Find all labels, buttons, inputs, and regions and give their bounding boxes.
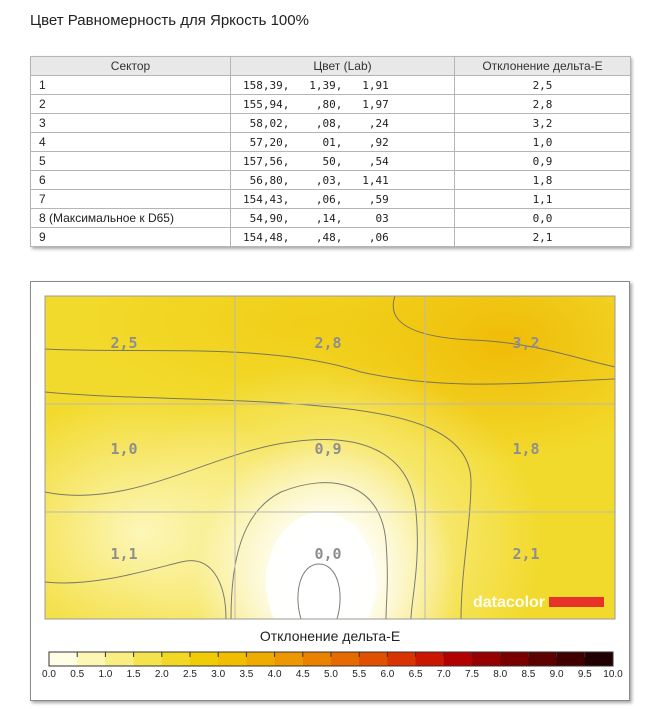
table-header-row <box>31 57 631 76</box>
sector-cell: 4 <box>31 133 231 152</box>
colorbar-segment <box>218 652 247 666</box>
colorbar-segment <box>444 652 473 666</box>
watermark-text: datacolor <box>473 594 546 611</box>
colorbar-tick-label: 1.5 <box>126 669 141 680</box>
sector-cell: 2 <box>31 95 231 114</box>
colorbar-segment <box>134 652 163 666</box>
colorbar-segment <box>331 652 360 666</box>
table-row <box>31 228 631 247</box>
delta-e-cell: 1,8 <box>455 171 631 190</box>
cell-value-label: 0,9 <box>314 440 342 458</box>
delta-e-cell: 0,0 <box>455 209 631 228</box>
colorbar-segment <box>246 652 275 666</box>
colorbar-segment <box>416 652 445 666</box>
sector-cell: 7 <box>31 190 231 209</box>
colorbar-tick-label: 3.5 <box>239 669 254 680</box>
table-row <box>31 133 631 152</box>
lab-cell: 57,20, 01, ,92 <box>231 133 455 152</box>
colorbar-tick-label: 4.5 <box>295 669 310 680</box>
colorbar-tick-label: 2.0 <box>154 669 169 680</box>
lab-cell: 58,02, ,08, ,24 <box>231 114 455 133</box>
cell-value-label: 2,8 <box>314 334 342 352</box>
colorbar-tick-label: 6.0 <box>380 669 395 680</box>
table-row <box>31 95 631 114</box>
sector-cell: 6 <box>31 171 231 190</box>
lab-cell: 154,43, ,06, ,59 <box>231 190 455 209</box>
colorbar-segment <box>585 652 614 666</box>
lab-cell: 154,48, ,48, ,06 <box>231 228 455 247</box>
colorbar-segment <box>49 652 78 666</box>
delta-e-cell: 0,9 <box>455 152 631 171</box>
cell-value-label: 2,1 <box>512 545 540 563</box>
colorbar-tick-label: 7.0 <box>436 669 451 680</box>
delta-e-cell: 2,1 <box>455 228 631 247</box>
cell-value-label: 1,1 <box>110 545 138 563</box>
cell-value-label: 1,0 <box>110 440 138 458</box>
delta-e-cell: 2,8 <box>455 95 631 114</box>
colorbar-tick-label: 9.5 <box>577 669 592 680</box>
sector-cell: 1 <box>31 76 231 95</box>
colorbar-tick-label: 4.0 <box>267 669 282 680</box>
colorbar-tick-label: 5.5 <box>352 669 367 680</box>
colorbar-tick-label: 7.5 <box>465 669 479 680</box>
col-header-delta-e: Отклонение дельта-E <box>455 57 631 76</box>
uniformity-chart-panel <box>30 281 630 701</box>
colorbar-segment <box>472 652 501 666</box>
delta-e-cell: 1,0 <box>455 133 631 152</box>
colorbar-tick-label: 2.5 <box>183 669 197 680</box>
table-row <box>31 152 631 171</box>
colorbar-tick-label: 1.0 <box>98 669 113 680</box>
cell-value-label: 2,5 <box>110 334 138 352</box>
cell-value-label: 3,2 <box>512 334 540 352</box>
colorbar-tick-label: 3.0 <box>211 669 226 680</box>
table-row <box>31 171 631 190</box>
col-header-lab: Цвет (Lab) <box>231 57 455 76</box>
colorbar-segment <box>557 652 586 666</box>
cell-value-label: 0,0 <box>314 545 342 563</box>
colorbar-tick-label: 8.0 <box>493 669 508 680</box>
uniformity-heatmap <box>31 282 629 700</box>
delta-e-cell: 1,1 <box>455 190 631 209</box>
colorbar-segment <box>528 652 557 666</box>
colorbar-tick-label: 0.5 <box>70 669 85 680</box>
colorbar-segment <box>275 652 304 666</box>
colorbar-segment <box>359 652 388 666</box>
colorbar-tick-label: 9.0 <box>549 669 564 680</box>
sector-cell: 8 (Максимальное к D65) <box>31 209 231 228</box>
sector-cell: 9 <box>31 228 231 247</box>
colorbar-tick-label: 0.0 <box>42 669 56 680</box>
lab-cell: 155,94, ,80, 1,97 <box>231 95 455 114</box>
colorbar-segment <box>105 652 134 666</box>
delta-e-cell: 3,2 <box>455 114 631 133</box>
table-row <box>31 76 631 95</box>
colorbar-tick-label: 5.0 <box>324 669 338 680</box>
colorbar-segment <box>500 652 529 666</box>
colorbar-segment <box>77 652 106 666</box>
colorbar-tick-label: 6.5 <box>408 669 423 680</box>
colorbar-title: Отклонение дельта-E <box>259 628 401 644</box>
page-title: Цвет Равномерность для Яркость 100% <box>30 12 309 29</box>
cell-value-label: 1,8 <box>512 440 540 458</box>
colorbar-segment <box>303 652 332 666</box>
lab-cell: 54,90, ,14, 03 <box>231 209 455 228</box>
lab-cell: 56,80, ,03, 1,41 <box>231 171 455 190</box>
colorbar-tick-label: 8.5 <box>521 669 536 680</box>
watermark-bar <box>549 597 604 607</box>
table-row <box>31 190 631 209</box>
table-row <box>31 114 631 133</box>
colorbar-segment <box>162 652 191 666</box>
colorbar-segment <box>387 652 416 666</box>
lab-table <box>30 56 630 247</box>
sector-cell: 3 <box>31 114 231 133</box>
lab-cell: 158,39, 1,39, 1,91 <box>231 76 455 95</box>
delta-e-cell: 2,5 <box>455 76 631 95</box>
colorbar-tick-label: 10.0 <box>603 669 623 680</box>
sector-cell: 5 <box>31 152 231 171</box>
lab-cell: 157,56, 50, ,54 <box>231 152 455 171</box>
colorbar-segment <box>190 652 219 666</box>
col-header-sector: Сектор <box>31 57 231 76</box>
table-row <box>31 209 631 228</box>
